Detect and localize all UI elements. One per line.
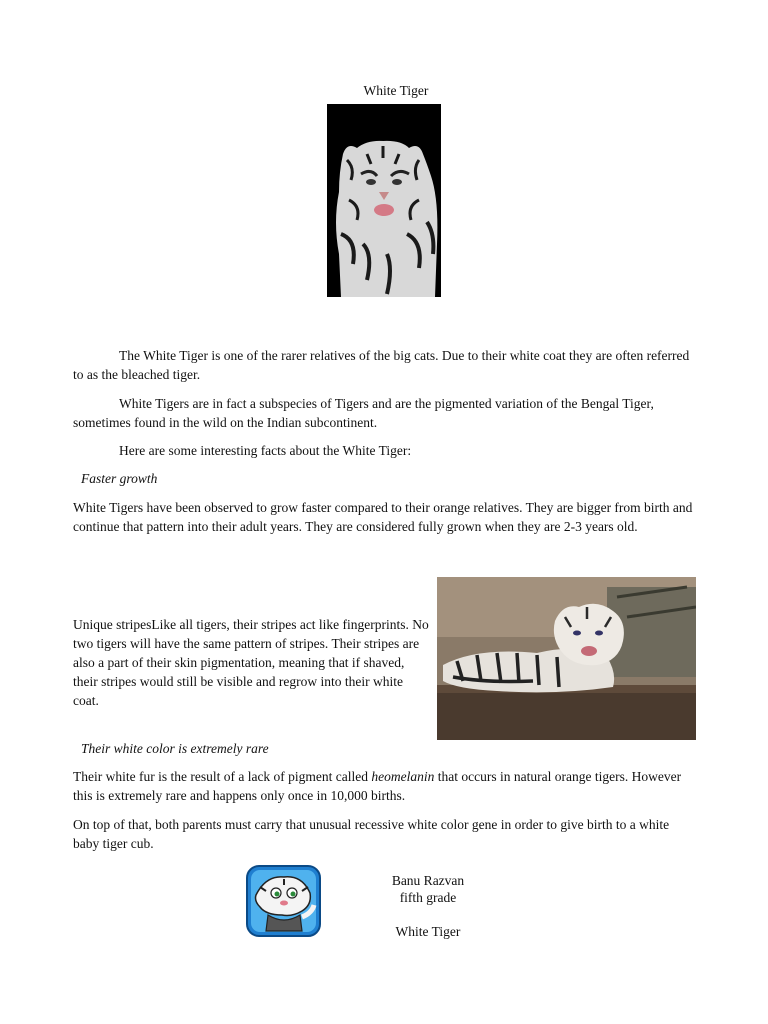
- color-heading: Their white color is extremely rare: [81, 741, 269, 756]
- cartoon-tiger-logo: [246, 865, 321, 937]
- heomelanin-term: heomelanin: [371, 769, 435, 784]
- color-text-before: Their white fur is the result of a lack of pigment called: [73, 769, 372, 784]
- stripes-paragraph: Unique stripesLike all tigers, their stripes act like fingerprints. No two tigers will have the same pattern of stripes. Their stripes are also a part of their skin pigmentation, meaning that if shaved, their stripes would still be visible and regrow into their white coat.: [73, 617, 429, 708]
- facts-intro-paragraph: Here are some interesting facts about the White Tiger:: [119, 443, 412, 458]
- growth-heading: Faster growth: [81, 471, 158, 486]
- author-name: Banu Razvan: [391, 873, 465, 888]
- subspecies-paragraph: White Tigers are in fact a subspecies of Tigers and are the pigmented variation of the Bengal Tiger, sometimes found in the wild on the Indian subcontinent.: [73, 396, 654, 430]
- growth-paragraph: White Tigers have been observed to grow faster compared to their orange relatives. They are bigger from birth and continue that pattern into their adult years. They are considered fully grown when they are 2-3 years old.: [73, 500, 693, 534]
- author-grade: fifth grade: [399, 890, 457, 905]
- white-tiger-portrait-drawing: [327, 104, 441, 297]
- white-tiger-cub-drawing: [437, 577, 696, 740]
- white-tiger-cub-image: [437, 577, 696, 740]
- cartoon-tiger-logo-drawing: [246, 865, 321, 937]
- intro-paragraph: The White Tiger is one of the rarer relatives of the big cats. Due to their white coat they are often referred to as the bleached tiger.: [73, 348, 690, 382]
- signature-title: White Tiger: [395, 924, 461, 939]
- white-tiger-portrait-image: [327, 104, 441, 297]
- color-paragraph: [73, 767, 695, 805]
- parents-gene-paragraph: On top of that, both parents must carry that unusual recessive white color gene in order to give birth to a white baby tiger cub.: [73, 817, 670, 851]
- document-title: White Tiger: [363, 83, 429, 98]
- color-text-after: that occurs in natural orange tigers. However this is extremely rare and happens only once in 10,000 births.: [73, 769, 682, 803]
